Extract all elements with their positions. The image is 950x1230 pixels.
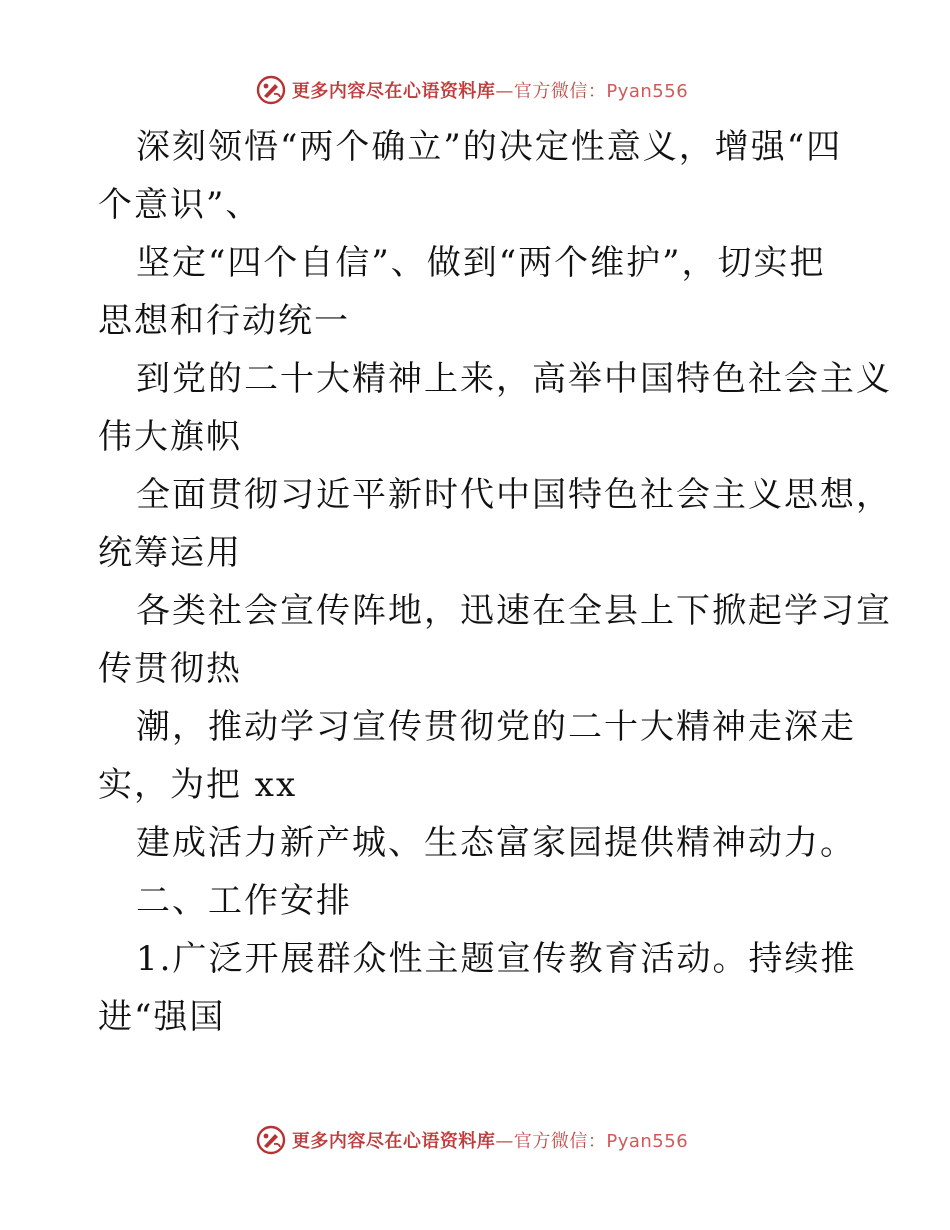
body-line: 进“强国: [98, 997, 226, 1037]
watermark: [256, 75, 688, 105]
watermark-main-text: 更多内容尽在心语资料库: [291, 1131, 496, 1152]
body-line: 1.广泛开展群众性主题宣传教育活动。持续推: [136, 939, 857, 979]
body-line: 建成活力新产城、生态富家园提供精神动力。: [136, 823, 856, 863]
watermark-dash: —: [495, 1131, 514, 1152]
body-line: 深刻领悟“两个确立”的决定性意义，增强“四: [136, 127, 843, 167]
section-heading: 二、工作安排: [136, 881, 352, 921]
body-line: 到党的二十大精神上来，高举中国特色社会主义: [136, 359, 892, 399]
watermark-main-text: 更多内容尽在心语资料库: [291, 81, 496, 102]
body-line: 思想和行动统一: [98, 301, 350, 341]
body-line: 伟大旗帜: [98, 417, 242, 457]
body-line: 统筹运用: [98, 533, 242, 573]
body-line: 传贯彻热: [98, 649, 242, 689]
body-line: 实，为把 xx: [98, 765, 298, 805]
watermark-dash: —: [495, 81, 514, 102]
watermark-id-text: Pyan556: [606, 1131, 689, 1152]
body-line: 全面贯彻习近平新时代中国特色社会主义思想，: [136, 475, 892, 515]
document-body: [98, 118, 892, 1046]
page-footer-watermark: [0, 1120, 950, 1160]
brand-logo-icon: [256, 75, 286, 105]
body-line: 个意识”、: [98, 185, 262, 225]
page-header-watermark: [0, 70, 950, 110]
body-line: 各类社会宣传阵地，迅速在全县上下掀起学习宣: [136, 591, 892, 631]
brand-logo-icon: [256, 1125, 286, 1155]
watermark-sub-text: 官方微信：: [513, 81, 607, 102]
watermark-id-text: Pyan556: [606, 81, 689, 102]
body-line: 坚定“四个自信”、做到“两个维护”，切实把: [136, 243, 826, 283]
watermark: [256, 1125, 688, 1155]
body-line: 潮，推动学习宣传贯彻党的二十大精神走深走: [136, 707, 856, 747]
watermark-sub-text: 官方微信：: [513, 1131, 607, 1152]
